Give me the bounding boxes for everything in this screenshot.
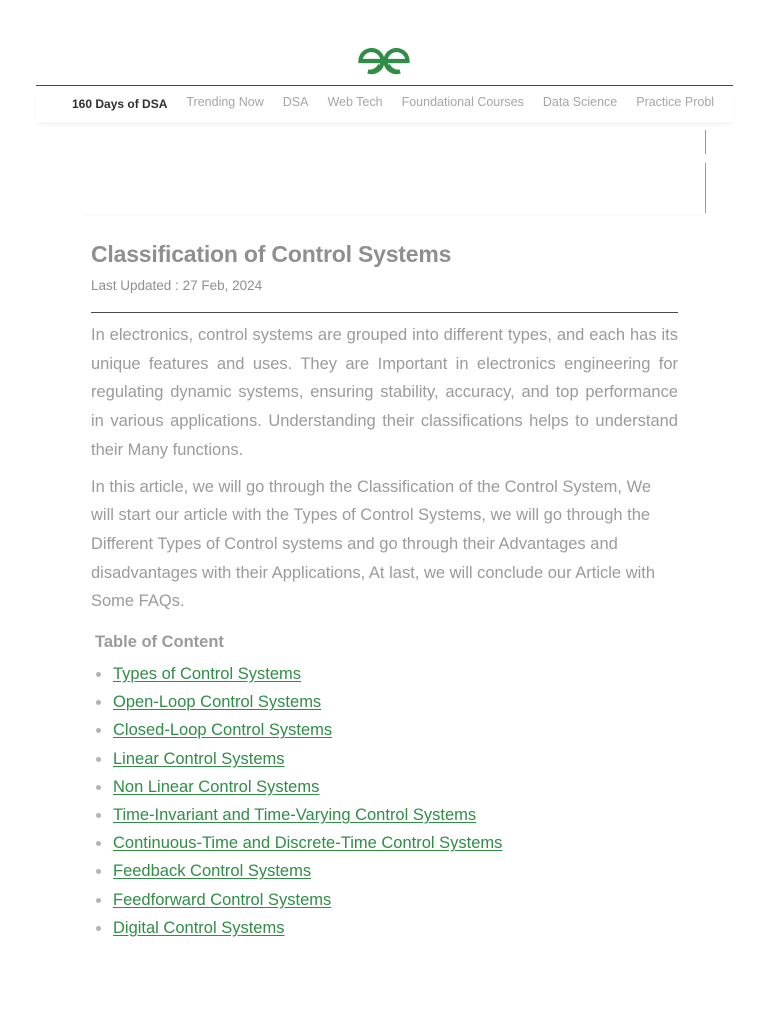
- toc-item: [91, 857, 678, 885]
- title-divider: [91, 312, 678, 313]
- toc-link[interactable]: Linear Control Systems: [113, 749, 285, 768]
- gfg-logo-icon[interactable]: [356, 44, 412, 76]
- article-title: Classification of Control Systems: [91, 241, 452, 267]
- toc-item: [91, 914, 678, 942]
- toc-link[interactable]: Non Linear Control Systems: [113, 777, 320, 796]
- nav-item-dsa[interactable]: DSA: [282, 95, 309, 109]
- toc-title: Table of Content: [95, 633, 224, 652]
- toc-link[interactable]: Continuous-Time and Discrete-Time Control Systems: [113, 834, 503, 853]
- nav-item-practice-problems[interactable]: Practice Probl: [636, 95, 715, 109]
- toc-link[interactable]: Closed-Loop Control Systems: [113, 721, 333, 740]
- toc-item: [91, 745, 678, 773]
- toc-item: [91, 829, 678, 857]
- ad-divider: [705, 163, 706, 213]
- article: [91, 236, 678, 942]
- nav-item-160-days-of-dsa[interactable]: 160 Days of DSA: [72, 97, 168, 111]
- toc-item: [91, 886, 678, 914]
- table-of-contents: [91, 628, 678, 942]
- toc-list: [91, 660, 678, 942]
- top-navigation: [36, 86, 733, 122]
- toc-link[interactable]: Feedforward Control Systems: [113, 890, 332, 909]
- toc-link[interactable]: Open-Loop Control Systems: [113, 693, 322, 712]
- last-updated: [91, 276, 678, 296]
- site-logo[interactable]: [0, 40, 768, 80]
- toc-link[interactable]: Feedback Control Systems: [113, 862, 312, 881]
- ad-placeholder: [80, 130, 706, 214]
- toc-item: [91, 716, 678, 744]
- toc-item: [91, 688, 678, 716]
- toc-link[interactable]: Types of Control Systems: [113, 665, 301, 684]
- toc-link[interactable]: Time-Invariant and Time-Varying Control Systems: [113, 806, 477, 825]
- toc-item: [91, 660, 678, 688]
- nav-item-data-science[interactable]: Data Science: [542, 95, 618, 109]
- article-paragraph: In electronics, control systems are grouped into different types, and each has its unique features and uses. They are Important in electronics engineering for regulating dynamic systems, ensuring stability, accuracy, and top performance in various applications. Understanding their classifications helps to understand their Many functions.: [91, 326, 678, 459]
- nav-item-web-tech[interactable]: Web Tech: [327, 95, 383, 109]
- nav-item-trending-now[interactable]: Trending Now: [186, 95, 264, 109]
- ad-divider: [705, 130, 706, 154]
- article-paragraph: In this article, we will go through the Classification of the Control System, We will start our article with the Types of Control Systems, we will go through the Different Types of Control systems and go through their Advantages and disadvantages with their Applications, At last, we will conclude our Article with Some FAQs.: [91, 477, 656, 611]
- last-updated-label: Last Updated :: [91, 278, 183, 293]
- nav-item-foundational-courses[interactable]: Foundational Courses: [401, 95, 524, 109]
- nav-list: [36, 86, 733, 118]
- toc-link[interactable]: Digital Control Systems: [113, 918, 285, 937]
- toc-item: [91, 801, 678, 829]
- toc-item: [91, 773, 678, 801]
- last-updated-date: 27 Feb, 2024: [182, 278, 263, 293]
